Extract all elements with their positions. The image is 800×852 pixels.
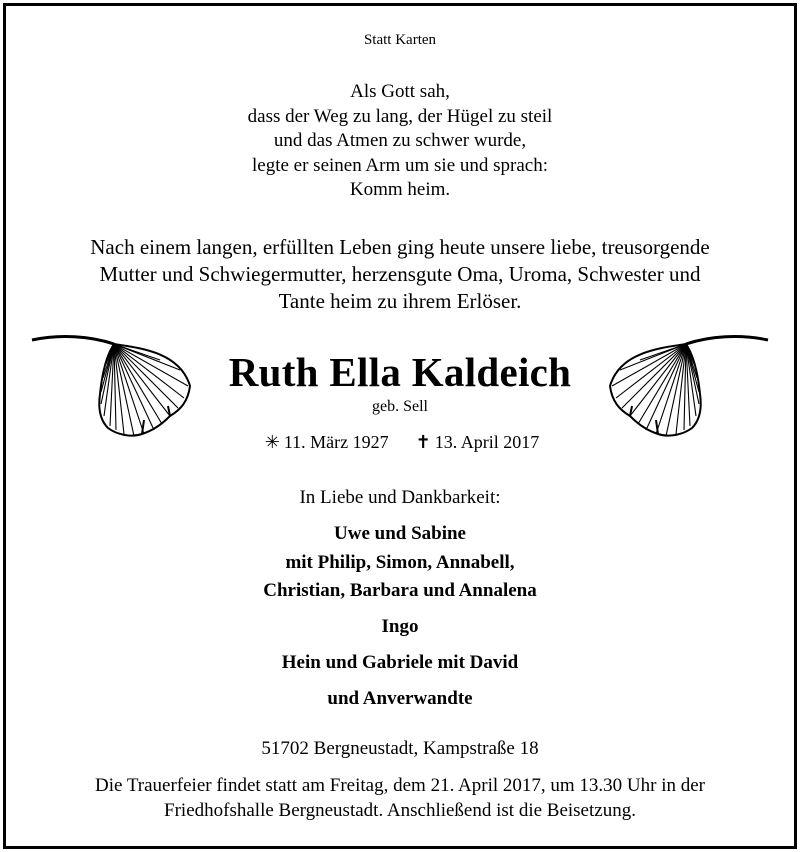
mourner-line: Uwe und Sabine <box>334 523 466 544</box>
poem-line: Komm heim. <box>349 179 451 200</box>
announcement-line: Mutter und Schwiegermutter, herzensgute Oma, Uroma, Schwester und <box>99 262 701 286</box>
announcement-line: Nach einem langen, erfüllten Leben ging heute unsere liebe, treusorgende <box>90 235 710 259</box>
mourner-line: Christian, Barbara und Annalena <box>263 580 537 601</box>
poem-line: dass der Weg zu lang, der Hügel zu steil <box>247 105 553 127</box>
service-line: Die Trauerfeier findet statt am Freitag, dem 21. April 2017, um 13.30 Uhr in der <box>95 775 705 796</box>
poem-line: und das Atmen zu schwer wurde, <box>273 130 527 151</box>
poem-line: Als Gott sah, <box>350 81 450 102</box>
mourner-line: Hein und Gabriele mit David <box>281 652 519 673</box>
life-dates <box>6 432 794 453</box>
mourner-line: Ingo <box>381 616 419 637</box>
poem-line: legte er seinen Arm um sie und sprach: <box>251 154 548 176</box>
header-label: Statt Karten <box>363 32 437 48</box>
death-date: 13. April 2017 <box>434 432 540 452</box>
birth-date: 11. März 1927 <box>283 432 389 452</box>
obituary-notice <box>3 3 797 849</box>
service-line: Friedhofshalle Bergneustadt. Anschließend ist die Beisetzung. <box>164 800 636 821</box>
maiden-name: geb. Sell <box>372 398 428 415</box>
address: 51702 Bergneustadt, Kampstraße 18 <box>261 738 539 759</box>
mourner-line: mit Philip, Simon, Annabell, <box>285 551 515 573</box>
death-cross-icon: ✝ <box>415 432 431 452</box>
announcement-line: Tante heim zu ihrem Erlöser. <box>278 289 522 313</box>
mourners-intro: In Liebe und Dankbarkeit: <box>299 487 501 508</box>
birth-star-icon: ✳ <box>264 432 280 452</box>
mourner-line: und Anverwandte <box>327 688 473 709</box>
deceased-name: Ruth Ella Kaldeich <box>228 349 572 395</box>
